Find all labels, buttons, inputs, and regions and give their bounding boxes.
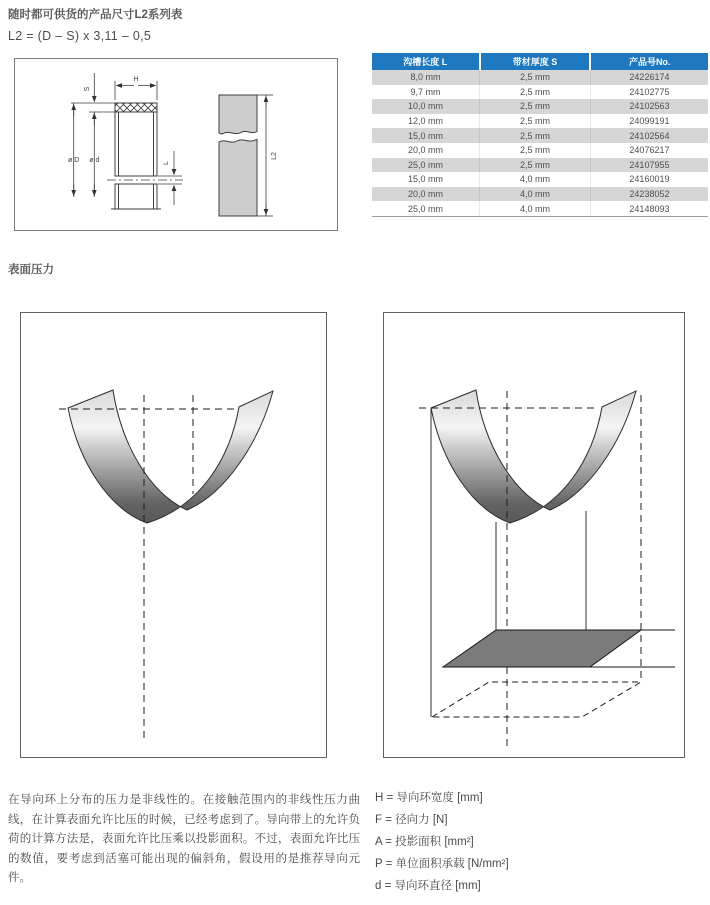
legend-item: F = 径向力 [N] (375, 814, 448, 826)
table-row (372, 172, 708, 187)
col-product-no: 产品号No. (590, 53, 708, 70)
table-row (372, 99, 708, 114)
table-cell: 2,5 mm (480, 85, 591, 100)
table-cell: 25,0 mm (408, 159, 444, 170)
dim-label-outer-diameter: ø D (68, 157, 80, 164)
dimension-drawing-box (14, 58, 338, 231)
table-cell: 2,5 mm (480, 128, 591, 143)
dim-label-l: L (163, 161, 170, 165)
table-row (372, 201, 708, 216)
table-cell: 4,0 mm (480, 172, 591, 187)
table-cell: 2,5 mm (480, 70, 591, 85)
pressure-diagram-left (21, 313, 326, 757)
table-cell: 20,0 mm (408, 189, 444, 200)
table-row (372, 128, 708, 143)
body-paragraph: 在导向环上分布的压力是非线性的。在接触范围内的非线性压力曲线，在计算表面允许比压的时候，已经考虑到了。导向带上的允许负荷的计算方法是，表面允许比压乘以投影面积。不过，表面允许比压的数值，要考虑到活塞可能出现的偏斜角，假设用的是推荐导向元件。 (8, 794, 360, 884)
pressure-diagram-right-box (383, 312, 685, 758)
table-cell: 15,0 mm (408, 130, 444, 141)
section-title: 表面压力 (8, 264, 54, 276)
table-cell: 15,0 mm (408, 174, 444, 185)
table-cell: 20,0 mm (408, 145, 444, 156)
dim-label-s: S (84, 86, 91, 92)
product-table-wrap (372, 53, 708, 217)
legend-item: d = 导向环直径 [mm] (375, 880, 481, 892)
col-groove-length: 沟槽长度 L (372, 53, 480, 70)
pressure-diagram-right (384, 313, 684, 757)
dimension-drawing (15, 59, 337, 230)
table-row (372, 85, 708, 100)
projected-area-plane (443, 630, 641, 667)
legend-item: P = 单位面积承载 [N/mm²] (375, 858, 509, 870)
table-body (372, 70, 708, 216)
pressure-diagram-left-box (20, 312, 327, 758)
table-cell: 4,0 mm (480, 201, 591, 216)
table-header-row (372, 53, 708, 70)
col-strip-thickness: 带材厚度 S (480, 53, 591, 70)
table-cell: 2,5 mm (480, 143, 591, 158)
table-row (372, 187, 708, 202)
table-cell: 4,0 mm (480, 187, 591, 202)
table-cell: 10,0 mm (408, 101, 444, 112)
table-cell: 9,7 mm (410, 86, 441, 97)
table-cell: 2,5 mm (480, 99, 591, 114)
table-row (372, 143, 708, 158)
table-cell: 24107955 (590, 158, 708, 173)
legend-list (375, 787, 509, 897)
legend-item: H = 导向环宽度 [mm] (375, 792, 483, 804)
table-cell: 8,0 mm (410, 72, 441, 83)
dim-label-inner-diameter: ø d (89, 157, 100, 164)
table-cell: 24102775 (590, 85, 708, 100)
dim-label-l2: L2 (271, 152, 278, 160)
curved-guide-band (431, 390, 636, 523)
guide-strip (219, 95, 257, 216)
table-cell: 25,0 mm (372, 201, 480, 216)
l2-formula: L2 = (D – S) x 3,11 – 0,5 (8, 29, 152, 43)
table-row (372, 70, 708, 85)
page-title: 随时都可供货的产品尺寸L2系列表 (8, 9, 183, 21)
table-cell: 24099191 (590, 114, 708, 129)
table-cell: 24226174 (590, 70, 708, 85)
table-row (372, 114, 708, 129)
table-cell: 2,5 mm (480, 158, 591, 173)
base-plane-dashed (432, 682, 641, 717)
legend-item: A = 投影面积 [mm²] (375, 836, 474, 848)
table-cell: 12,0 mm (408, 116, 444, 127)
table-cell: 24076217 (590, 143, 708, 158)
dim-label-h: H (133, 76, 139, 83)
curved-guide-band (68, 390, 273, 523)
table-cell: 24102564 (590, 128, 708, 143)
table-row (372, 158, 708, 173)
table-cell: 2,5 mm (480, 114, 591, 129)
guide-band-hatched (115, 103, 157, 112)
product-table (372, 53, 708, 217)
table-cell: 24148093 (590, 201, 708, 216)
table-cell: 24238052 (590, 187, 708, 202)
table-cell: 24160019 (590, 172, 708, 187)
ring-cross-section (107, 103, 183, 209)
table-cell: 24102563 (590, 99, 708, 114)
